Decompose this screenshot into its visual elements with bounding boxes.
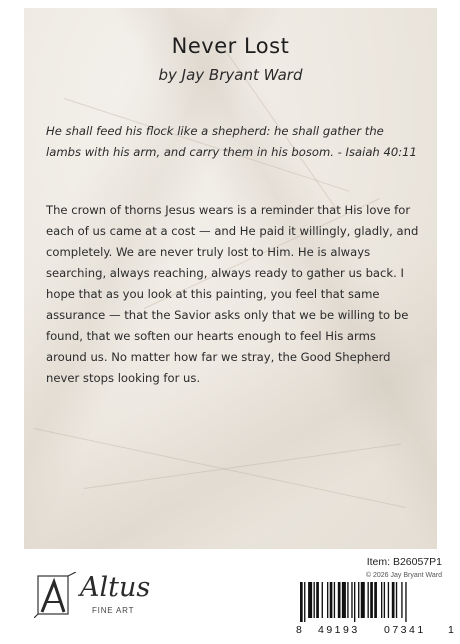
altus-logo bbox=[22, 560, 172, 624]
barcode-bar bbox=[322, 582, 323, 618]
barcode-bar bbox=[347, 582, 348, 618]
barcode-digit-first: 8 bbox=[296, 624, 302, 636]
barcode-bar bbox=[351, 582, 352, 618]
barcode-digit-last: 1 bbox=[448, 624, 454, 636]
barcode-digits bbox=[296, 624, 456, 638]
barcode-bar bbox=[304, 582, 305, 622]
artwork-title: Never Lost bbox=[171, 34, 290, 58]
description-card bbox=[24, 8, 437, 549]
barcode-bar bbox=[396, 582, 397, 618]
barcode-bar bbox=[342, 582, 346, 618]
barcode-bar bbox=[368, 582, 369, 618]
barcode-bar bbox=[354, 582, 355, 622]
barcode-bar bbox=[405, 582, 406, 622]
barcode-bar bbox=[314, 582, 315, 618]
barcode-bar bbox=[374, 582, 377, 618]
barcode-bar bbox=[316, 582, 319, 618]
barcode-digits-left: 49193 bbox=[318, 624, 360, 636]
logo-subtitle: FINE ART bbox=[92, 606, 135, 615]
artist-byline: by Jay Bryant Ward bbox=[158, 66, 303, 84]
description-text: The crown of thorns Jesus wears is a reminder that His love for each of us came at a cost — and He paid it willingly, gladly, and completely. We are never truly lost to Him. He is always searching, always reaching, always ready to gather us back. I hope that as you look at this painting, you feel that same assurance — that the Savior asks only that we be willing to be found, that we soften our hearts enough to feel His arms around us. No matter how far we stray, the Good Shepherd never stops looking for us. bbox=[46, 203, 419, 385]
logo-name: Altus bbox=[80, 572, 151, 603]
barcode-bar bbox=[370, 582, 373, 618]
scripture-verse: He shall feed his flock like a shepherd: he shall gather the lambs with his arm, and carry them in his bosom. - Isaiah 40:11 bbox=[46, 124, 417, 159]
barcode-bar bbox=[384, 582, 385, 618]
barcode-bar bbox=[300, 582, 303, 622]
barcode-bar bbox=[358, 582, 359, 618]
barcode-bar bbox=[308, 582, 312, 618]
barcode-bar bbox=[392, 582, 395, 618]
barcode bbox=[300, 582, 448, 622]
barcode-bar bbox=[334, 582, 335, 618]
barcode-bar bbox=[381, 582, 382, 618]
barcode-bar bbox=[388, 582, 389, 618]
barcode-digits-right: 07341 bbox=[384, 624, 426, 636]
altus-logo-mark-icon bbox=[34, 572, 78, 618]
barcode-bar bbox=[338, 582, 341, 618]
barcode-bar bbox=[330, 582, 333, 618]
copyright-notice: © 2026 Jay Bryant Ward bbox=[365, 572, 442, 579]
barcode-bar bbox=[361, 582, 365, 618]
barcode-bar bbox=[327, 582, 328, 618]
barcode-bar bbox=[401, 582, 402, 618]
item-number: Item: B26057P1 bbox=[366, 556, 442, 568]
